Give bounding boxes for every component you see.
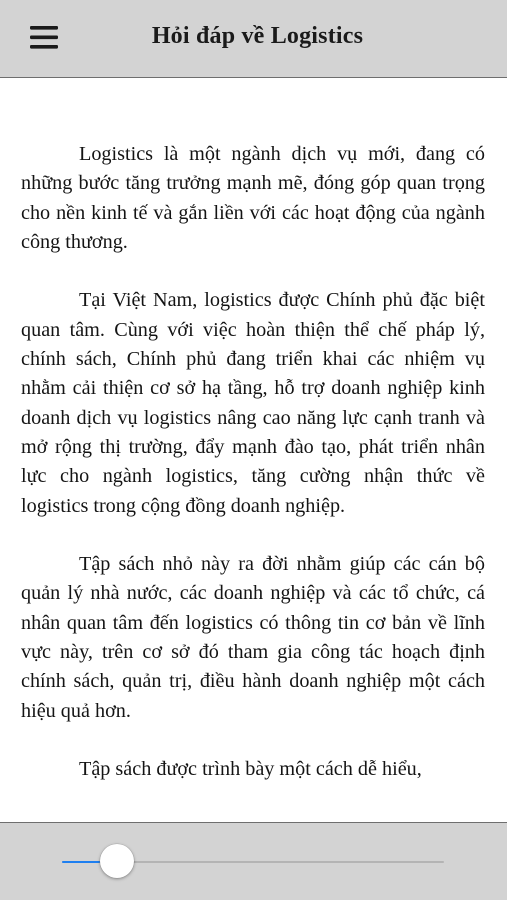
- page-title: Hỏi đáp về Logistics: [151, 23, 364, 49]
- bottom-bar: [0, 822, 507, 900]
- top-bar: [0, 0, 507, 78]
- article-paragraph: Logistics là một ngành dịch vụ mới, đang có những bước tăng trưởng mạnh mẽ, đóng góp quan trọng cho nền kinh tế và gắn liền với các hoạt động của ngành công thương.: [21, 143, 485, 253]
- article-paragraph: Tại Việt Nam, logistics được Chính phủ đặc biệt quan tâm. Cùng với việc hoàn thiện thể chế pháp lý, chính sách, Chính phủ đang triển khai các nhiệm vụ nhằm cải thiện cơ sở hạ tầng, hỗ trợ doanh nghiệp kinh doanh dịch vụ logistics nâng cao năng lực cạnh tranh và mở rộng thị trường, đẩy mạnh đào tạo, phát triển nhân lực cho ngành logistics, tăng cường nhận thức về logistics trong cộng đồng doanh nghiệp.: [21, 289, 485, 517]
- article-paragraph: Tập sách nhỏ này ra đời nhằm giúp các cán bộ quản lý nhà nước, các doanh nghiệp và các tổ chức, cá nhân quan tâm đến logistics có thông tin cơ bản về lĩnh vực này, trên cơ sở đó tham gia công tác hoạch định chính sách, quản trị, điều hành doanh nghiệp một cách hiệu quả hơn.: [21, 553, 485, 722]
- menu-button[interactable]: [30, 24, 60, 52]
- hamburger-menu-icon: [30, 24, 60, 52]
- article-content: [0, 78, 507, 785]
- slider-fill: [62, 861, 100, 863]
- article-paragraph: Tập sách được trình bày một cách dễ hiểu,: [79, 758, 422, 781]
- reading-area[interactable]: [0, 78, 507, 822]
- slider-thumb[interactable]: [100, 844, 134, 878]
- page-progress-slider[interactable]: [62, 843, 444, 881]
